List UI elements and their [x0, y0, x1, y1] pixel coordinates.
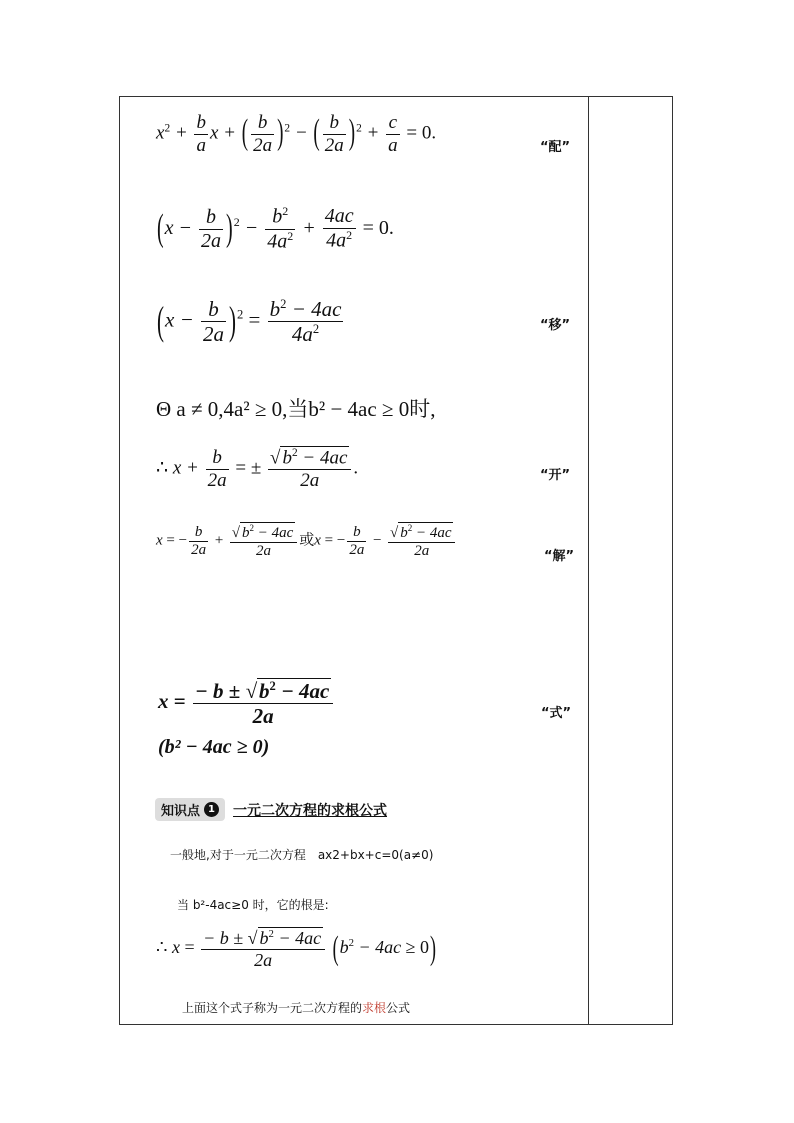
note-yi: “移” [540, 318, 571, 333]
equation-quadratic-formula: x = $\frac{- b \pm √b^2 - 4ac}{2a}$ [158, 678, 335, 728]
footer-text [182, 999, 410, 1016]
condition-paren: (b² − 4ac ≥ 0) [158, 736, 270, 758]
equation-sqrt: ∴ x + $\frac{b}{2a}$ = ± $\frac{√ b^2 - 4ac}{2a}$ . [156, 446, 359, 492]
equation-complete-square: $x^2$ + $\frac{b}{a}$ x + ( $\frac{b}{2a}$ )$^2$ − ( $\frac{b}{2a}$ )$^2$ + $\frac{c}{a}$ = 0. [156, 112, 437, 156]
general-statement: 一般地,对于一元二次方程 ax2+bx+c=0(a≠0) [170, 848, 434, 862]
equation-moved: (x − $\frac{b}{2a}$ )$^2$ = $\frac{b^2 - 4ac}{4a^2}$ [157, 297, 342, 347]
badge-number: 1 [204, 802, 219, 817]
final-formula: ∴ x = $\frac{- b \pm √ b^2 - 4ac}{2a}$ $(b^2 - 4ac \ge 0)$ [156, 928, 437, 970]
knowledge-badge [155, 798, 225, 821]
section-title: 一元二次方程的求根公式 [233, 802, 388, 819]
root-condition-text: 当 b²-4ac≥0 时，它的根是: [177, 898, 329, 912]
equation-expanded: (x − $\frac{b}{2a}$ )$^2$ − $\frac{b^2}{4a^2}$ + $\frac{4ac}{4a^2}$ = 0. [157, 204, 394, 253]
note-pei: “配” [540, 140, 571, 155]
note-jie: “解” [544, 549, 575, 564]
condition-line: Θ a ≠ 0,4a² ≥ 0,当b² − 4ac ≥ 0时, [156, 397, 436, 421]
equation-two-roots: x = − $\frac{b}{2a}$ + $\frac{√ b^2 - 4ac}{2a}$ 或x = − $\frac{b}{2a}$ − $\frac{√ b^2 - 4ac}{2a}$ [156, 522, 457, 561]
footer-post: 公式 [386, 1001, 411, 1015]
note-kai: “开” [540, 468, 571, 483]
badge-label: 知识点 [161, 804, 201, 819]
or-word: 或 [299, 532, 315, 549]
column-divider [588, 96, 589, 1025]
footer-pre: 上面这个式子称为一元二次方程的 [182, 1001, 363, 1015]
footer-highlight: 求根 [362, 1001, 387, 1015]
note-shi: “式” [541, 706, 572, 721]
section-heading [155, 798, 387, 821]
